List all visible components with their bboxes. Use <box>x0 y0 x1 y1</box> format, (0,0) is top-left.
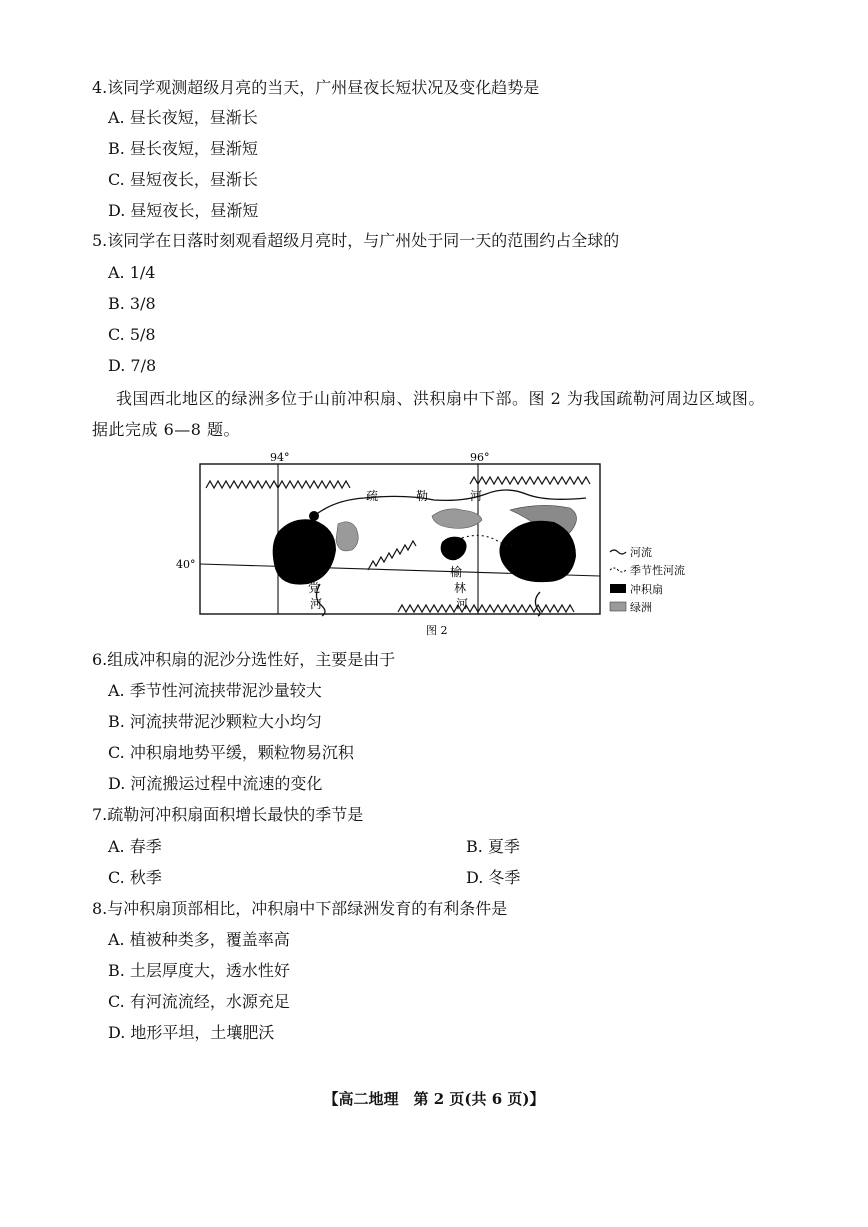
figure-2-map <box>170 452 710 656</box>
question-6-option-a: A. 季节性河流挟带泥沙量较大 <box>108 681 322 700</box>
question-8-stem: 8.与冲积扇顶部相比，冲积扇中下部绿洲发育的有利条件是 <box>92 899 508 918</box>
question-5-option-a: A. 1/4 <box>108 263 156 282</box>
question-6-stem: 6.组成冲积扇的泥沙分选性好，主要是由于 <box>92 650 396 669</box>
lon-label-94: 94° <box>270 452 290 464</box>
question-4-option-a: A. 昼长夜短，昼渐长 <box>108 108 258 127</box>
yulin-char-3: 河 <box>456 597 469 611</box>
question-4-stem: 4.该同学观测超级月亮的当天，广州昼夜长短状况及变化趋势是 <box>92 78 540 97</box>
figure-caption: 图 2 <box>426 624 448 637</box>
mountain-range-central <box>368 541 416 570</box>
legend-fan-label: 冲积扇 <box>630 583 663 596</box>
legend-fan-icon <box>610 584 626 593</box>
question-8-option-b: B. 土层厚度大，透水性好 <box>108 961 290 980</box>
oasis-west <box>336 522 358 551</box>
oasis-middle <box>432 509 482 528</box>
question-4-option-c: C. 昼短夜长，昼渐长 <box>108 170 258 189</box>
question-5-option-c: C. 5/8 <box>108 325 156 344</box>
lon-label-96: 96° <box>470 452 490 464</box>
question-5-option-b: B. 3/8 <box>108 294 156 313</box>
legend-river-label: 河流 <box>630 546 652 559</box>
intro-line-1: 我国西北地区的绿洲多位于山前冲积扇、洪积扇中下部。图 2 为我国疏勒河周边区域图。 <box>116 389 765 408</box>
question-7-option-d: D. 冬季 <box>466 868 521 887</box>
legend-oasis-label: 绿洲 <box>630 601 652 614</box>
question-6-option-d: D. 河流搬运过程中流速的变化 <box>108 774 323 793</box>
question-4-option-d: D. 昼短夜长，昼渐短 <box>108 201 259 220</box>
yulin-char-2: 林 <box>454 581 467 595</box>
legend-seasonal-label: 季节性河流 <box>630 564 685 577</box>
dang-char-1: 党 <box>308 581 321 595</box>
question-6-option-c: C. 冲积扇地势平缓，颗粒物易沉积 <box>108 743 354 762</box>
question-5-option-d: D. 7/8 <box>108 356 157 375</box>
page-footer: 【高二地理 第 2 页(共 6 页)】 <box>323 1090 545 1108</box>
lat-label-40: 40° <box>176 558 196 571</box>
dang-char-2: 河 <box>310 597 323 611</box>
alluvial-fan-east <box>499 521 576 582</box>
question-8-option-a: A. 植被种类多，覆盖率高 <box>108 930 290 949</box>
question-5-stem: 5.该同学在日落时刻观看超级月亮时，与广州处于同一天的范围约占全球的 <box>92 231 620 250</box>
question-7-stem: 7.疏勒河冲积扇面积增长最快的季节是 <box>92 805 364 824</box>
shule-char-2: 勒 <box>416 489 429 503</box>
legend-river-icon <box>610 550 626 554</box>
question-4-option-b: B. 昼长夜短，昼渐短 <box>108 139 258 158</box>
river-source-dot <box>309 511 319 521</box>
alluvial-fan-west <box>273 519 336 584</box>
shule-char-3: 河 <box>470 489 483 503</box>
alluvial-fan-middle <box>441 537 467 561</box>
question-7-option-b: B. 夏季 <box>466 837 520 856</box>
yulin-river <box>535 592 540 616</box>
question-6-option-b: B. 河流挟带泥沙颗粒大小均匀 <box>108 712 322 731</box>
legend-oasis-icon <box>610 602 626 611</box>
question-7-option-c: C. 秋季 <box>108 868 162 887</box>
mountain-range-northeast <box>470 477 590 484</box>
question-8-option-c: C. 有河流流经，水源充足 <box>108 992 290 1011</box>
mountain-range-south <box>398 605 574 612</box>
shule-char-1: 疏 <box>366 489 379 503</box>
question-8-option-d: D. 地形平坦，土壤肥沃 <box>108 1023 275 1042</box>
yulin-char-1: 榆 <box>450 565 463 579</box>
intro-line-2: 据此完成 6—8 题。 <box>92 420 241 439</box>
question-7-option-a: A. 春季 <box>108 837 162 856</box>
legend-seasonal-icon <box>610 568 626 572</box>
